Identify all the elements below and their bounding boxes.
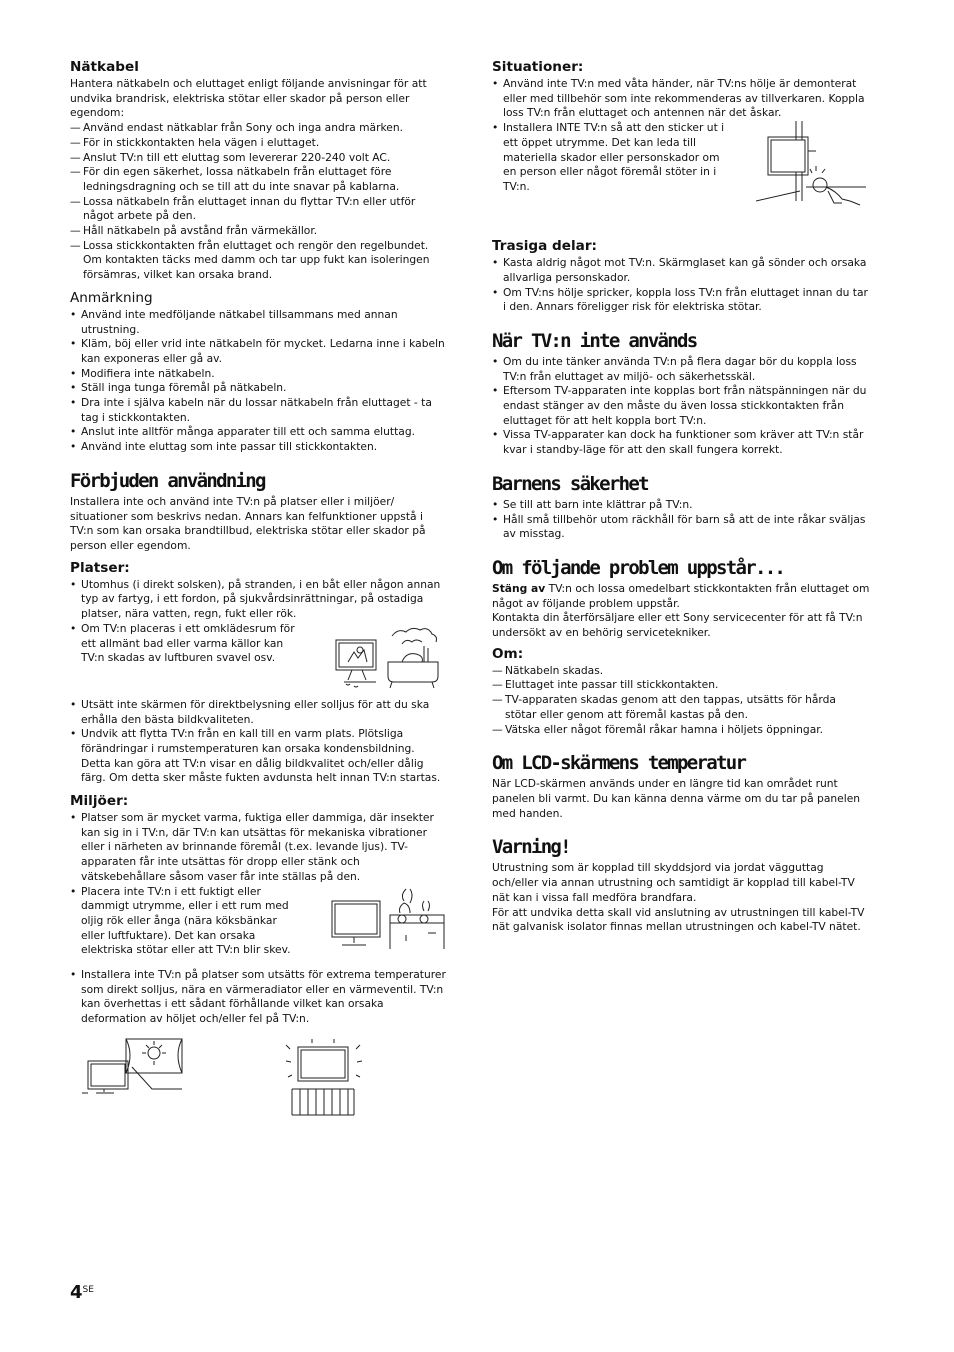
- bath-tv-illustration: [332, 622, 444, 692]
- natkabel-list: [70, 121, 446, 283]
- miljoer-list: [70, 811, 446, 885]
- section-anmarkning: [70, 289, 446, 455]
- heading-trasiga: Trasiga delar:: [492, 238, 597, 255]
- list-item: • Dra inte i själva kabeln när du lossar nätkabeln från eluttaget - ta tag i stickkontakten.: [70, 396, 446, 425]
- section-problem: [492, 556, 870, 737]
- right-column: [492, 58, 870, 935]
- problem-bold-lead: Stäng av: [492, 581, 546, 595]
- problem-text-1: [492, 582, 870, 611]
- section-platser: [70, 559, 446, 786]
- heading-barnens: Barnens säkerhet: [492, 472, 648, 495]
- heading-platser: Platser:: [70, 559, 130, 576]
- page-number-suffix: SE: [82, 1285, 94, 1295]
- list-item: • Eftersom TV-apparaten inte kopplas bort från nätspänningen när du endast stänger av den måste du även lossa stickkontakten från eluttaget för att helt koppla bort TV:n.: [492, 384, 870, 428]
- section-lcd: [492, 751, 870, 821]
- list-item: • Installera inte TV:n på platser som utsätts för extrema temperaturer som direkt solljus, nära en värmeradiator eller en värmeventil. TV:n kan överhettas i ett sådant förhållande vilket kan orsaka deformation av höljet och/eller fel på TV:n.: [70, 968, 446, 1027]
- miljoer-list-3: [70, 968, 446, 1027]
- section-barnens: [492, 472, 870, 542]
- sunlight-tv-illustration: [82, 1037, 186, 1095]
- list-item: • Utsätt inte skärmen för direktbelysning eller solljus för att du ska erhålla den bästa bildkvaliteten.: [70, 698, 446, 727]
- nar-tv-list: [492, 355, 870, 458]
- list-item: — För in stickkontakten hela vägen i eluttaget.: [70, 136, 446, 151]
- section-natkabel: [70, 58, 446, 283]
- anmarkning-list: [70, 308, 446, 455]
- left-column: [70, 58, 446, 1117]
- section-nar-tv: [492, 329, 870, 458]
- platser-list-3: [70, 698, 446, 786]
- section-varning: [492, 835, 870, 935]
- list-item: — Håll nätkabeln på avstånd från värmekällor.: [70, 224, 446, 239]
- list-item: • Håll små tillbehör utom räckhåll för barn så att de inte råkar sväljas av misstag.: [492, 513, 870, 542]
- natkabel-intro: Hantera nätkabeln och eluttaget enligt följande anvisningar för att undvika brandrisk, elektriska stötar eller skador på person eller egendom:: [70, 77, 427, 120]
- page-number: [70, 1282, 94, 1303]
- list-item: — Lossa stickkontakten från eluttaget och rengör den regelbundet. Om kontakten täcks med damm och tar upp fukt kan isoleringen försämras, vilket kan orsaka brand.: [70, 239, 446, 283]
- radiator-tv-illustration: [282, 1037, 366, 1117]
- section-situationer: [492, 58, 870, 217]
- list-item: • Använd inte eluttag som inte passar till stickkontakten.: [70, 440, 446, 455]
- section-trasiga: [492, 237, 870, 315]
- list-item: — Använd endast nätkablar från Sony och inga andra märken.: [70, 121, 446, 136]
- list-item: — Lossa nätkabeln från eluttaget innan du flyttar TV:n eller utför något arbete på den.: [70, 195, 446, 224]
- list-item: — För din egen säkerhet, lossa nätkabeln från eluttaget före ledningsdragning och se till att du inte snavar på kablarna.: [70, 165, 446, 194]
- list-item: • Om TV:ns hölje spricker, koppla loss TV:n från eluttaget innan du tar i den. Annars föreligger risk för elektriska stötar.: [492, 286, 870, 315]
- forbjuden-intro: Installera inte och använd inte TV:n på platser eller i miljöer/ situationer som beskrivs nedan. Annars kan felfunktioner uppstå i TV:n som kan orsaka brandtillbud, elektriska stötar eller skador på person eller egendom.: [70, 494, 426, 552]
- list-item: — Nätkabeln skadas.: [492, 664, 870, 679]
- list-item: • Anslut inte alltför många apparater till ett och samma eluttag.: [70, 425, 446, 440]
- list-item: • Se till att barn inte klättrar på TV:n.: [492, 498, 870, 513]
- problem-text-1-rest: TV:n och lossa omedelbart stickkontakten från eluttaget om något av följande problem uppstår.: [492, 581, 870, 610]
- heading-natkabel: Nätkabel: [70, 59, 139, 75]
- heat-figures: [70, 1037, 446, 1117]
- problem-text-2: Kontakta din återförsäljare eller ett Sony servicecenter för att få TV:n undersökt av en behörig servicetekniker.: [492, 611, 863, 640]
- situationer-list: [492, 77, 870, 121]
- list-item: — TV-apparaten skadas genom att den tappas, utsätts för hårda stötar eller genom att föremål kastas på den.: [492, 693, 870, 722]
- section-miljoer: [70, 792, 446, 1117]
- list-item: • Utomhus (i direkt solsken), på stranden, i en båt eller någon annan typ av fartyg, i ett fordon, på sjukvårdsinrättningar, på ostadiga platser, nära vatten, regn, fukt eller rök.: [70, 578, 446, 622]
- list-item: • Ställ inga tunga föremål på nätkabeln.: [70, 381, 446, 396]
- heading-varning: Varning!: [492, 836, 570, 859]
- platser-list: [70, 578, 446, 622]
- list-item: • Modifiera inte nätkabeln.: [70, 367, 446, 382]
- list-item: • Använd inte TV:n med våta händer, när TV:ns hölje är demonterat eller med tillbehör som inte rekommenderas av tillverkaren. Koppla loss TV:n från eluttaget och antennen när det åskar.: [492, 77, 870, 121]
- list-item: — Vätska eller något föremål råkar hamna i höljets öppningar.: [492, 723, 870, 738]
- heading-situationer: Situationer:: [492, 59, 584, 75]
- varning-text-1: Utrustning som är kopplad till skyddsjord via jordat vägguttag och/eller via annan utrustning och samtidigt är kopplad till kabel-TV nät kan i vissa fall medföra brandfara.: [492, 861, 855, 904]
- heading-anmarkning: Anmärkning: [70, 289, 153, 306]
- varning-text-2: För att undvika detta skall vid anslutning av utrustningen till kabel-TV nät galvanisk isolator finnas mellan utrustningen och kabel-TV nätet.: [492, 905, 865, 934]
- trasiga-list: [492, 256, 870, 315]
- list-item: • Installera INTE TV:n så att den sticker ut i ett öppet utrymme. Det kan leda till materiella skador eller personskador om en person eller något föremål stöter in i TV:n.: [492, 121, 736, 195]
- list-item: • Om du inte tänker använda TV:n på flera dagar bör du koppla loss TV:n från eluttaget av miljö- och säkerhetsskäl.: [492, 355, 870, 384]
- heading-problem: Om följande problem uppstår...: [492, 556, 785, 579]
- section-forbjuden: [70, 469, 446, 554]
- list-item: • Placera inte TV:n i ett fuktigt eller dammigt utrymme, eller i ett rum med oljig rök eller ånga (nära köksbänkar eller luftfuktare). Det kan orsaka elektriska stötar eller att TV:n blir skev.: [70, 885, 302, 959]
- list-item: • Undvik att flytta TV:n från en kall till en varm plats. Plötsliga förändringar i rumstemperaturen kan orsaka kondensbildning. Detta kan göra att TV:n visar en dålig bildkvalitet och/eller dålig färg. Om detta sker måste fukten avdunsta helt innan TV:n startas.: [70, 727, 446, 786]
- wall-mount-collision-illustration: [756, 121, 868, 217]
- heading-om: Om:: [492, 645, 524, 662]
- miljoer-list-2: [70, 885, 302, 959]
- barnens-list: [492, 498, 870, 542]
- situationer-figure-row: [492, 121, 870, 217]
- situationer-list-2: [492, 121, 736, 195]
- heading-forbjuden: Förbjuden användning: [70, 469, 265, 492]
- problem-list: [492, 664, 870, 738]
- heading-lcd: Om LCD-skärmens temperatur: [492, 752, 746, 775]
- list-item: • Kasta aldrig något mot TV:n. Skärmglaset kan gå sönder och orsaka allvarliga personskador.: [492, 256, 870, 285]
- list-item: • Om TV:n placeras i ett omklädesrum för ett allmänt bad eller varma källor kan TV:n skadas av luftburen svavel osv.: [70, 622, 302, 666]
- platser-figure-row: [70, 622, 446, 692]
- list-item: • Vissa TV-apparater kan dock ha funktioner som kräver att TV:n står kvar i standby-läge för att den skall fungera korrekt.: [492, 428, 870, 457]
- list-item: • Använd inte medföljande nätkabel tillsammans med annan utrustning.: [70, 308, 446, 337]
- heading-miljoer: Miljöer:: [70, 793, 129, 810]
- miljoer-figure-row: [70, 885, 446, 959]
- list-item: — Eluttaget inte passar till stickkontakten.: [492, 678, 870, 693]
- list-item: • Platser som är mycket varma, fuktiga eller dammiga, där insekter kan sig in i TV:n, där TV:n kan utsättas för mekaniska vibrationer eller i närheten av brinnande föremål (t.ex. levande ljus). TV-apparaten får inte utsättas för dropp eller stänk och vätskebehållare såsom vaser får inte ställas på den.: [70, 811, 446, 885]
- list-item: • Kläm, böj eller vrid inte nätkabeln för mycket. Ledarna inne i kabeln kan exponeras eller gå av.: [70, 337, 446, 366]
- lcd-text: När LCD-skärmen används under en längre tid kan området runt panelen bli varmt. Du kan känna denna värme om du tar på panelen med handen.: [492, 777, 861, 820]
- heading-nar-tv: När TV:n inte används: [492, 329, 697, 352]
- platser-list-2: [70, 622, 302, 666]
- page-number-value: 4: [70, 1282, 83, 1303]
- kitchen-steam-illustration: [328, 885, 446, 951]
- list-item: — Anslut TV:n till ett eluttag som levererar 220-240 volt AC.: [70, 151, 446, 166]
